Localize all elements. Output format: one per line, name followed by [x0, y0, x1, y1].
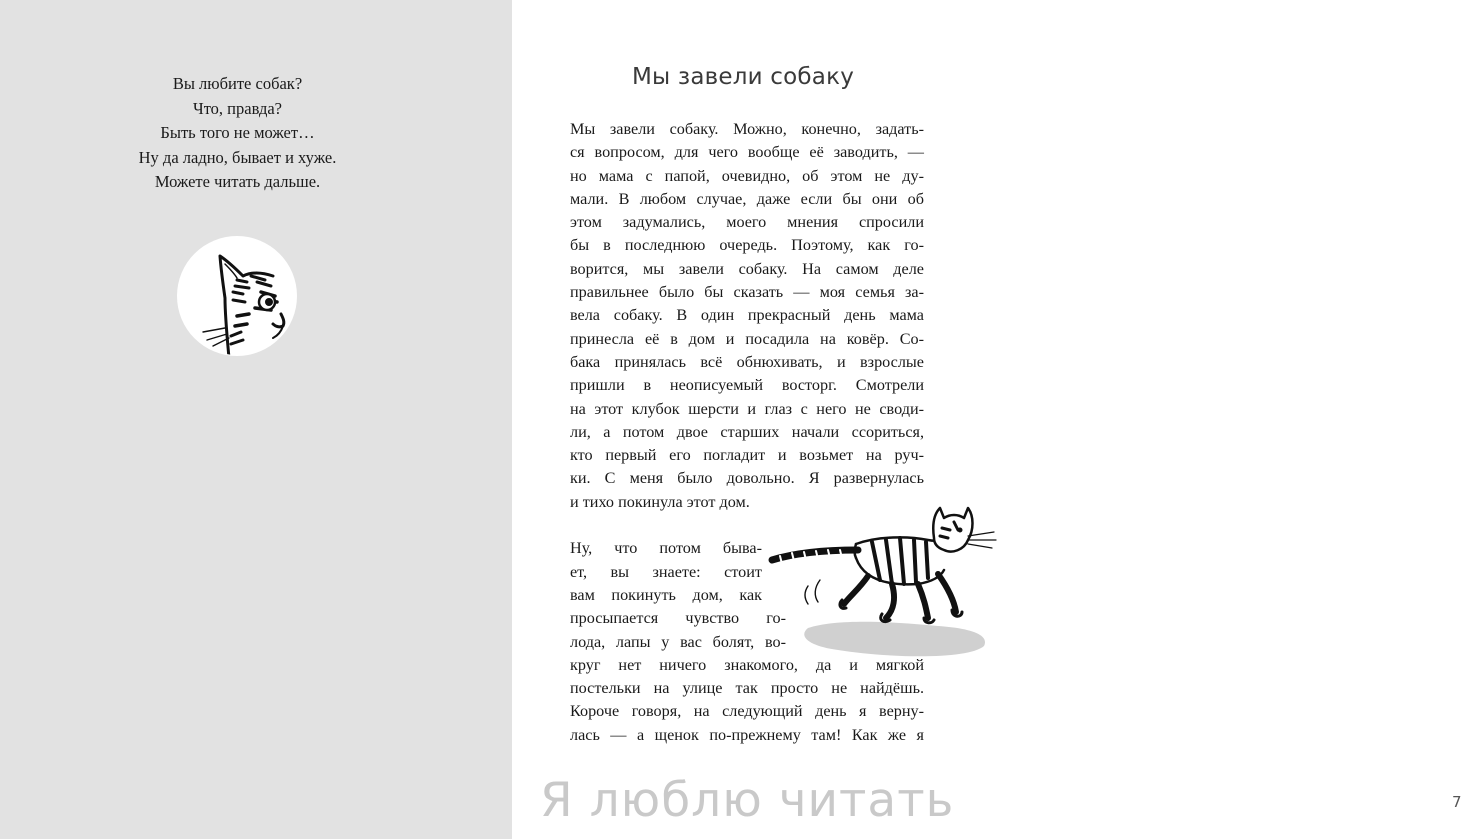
text-line: вам покинуть дом, как	[570, 585, 762, 604]
text-line: бы в последнюю очередь. Поэтому, как го-	[570, 236, 924, 255]
text-line: ворится, мы завели собаку. На самом деле	[570, 259, 924, 278]
epigraph-line: Что, правда?	[192, 98, 283, 118]
text-line: ет, вы знаете: стоит	[570, 562, 762, 581]
text-line: ли, а потом двое старших начали ссориться,	[570, 422, 924, 441]
text-line: просыпается чувство го-	[570, 609, 786, 628]
text-line: пришли в неописуемый восторг. Смотрели	[570, 376, 924, 395]
text-line: вела собаку. В один прекрасный день мама	[570, 306, 924, 325]
watermark: Я люблю читать	[540, 773, 955, 828]
text-line: но мама с папой, очевидно, об этом не ду-	[570, 166, 924, 185]
text-line: кто первый его погладит и возьмет на руч-	[570, 446, 924, 465]
text-line: лода, лапы у вас болят, во-	[570, 632, 786, 651]
text-line: Короче говоря, на следующий день я верну-	[570, 702, 924, 721]
text-line: этом задумались, моего мнения спросили	[570, 213, 924, 232]
epigraph-line: Вы любите собак?	[172, 74, 303, 93]
text-line: ся вопросом, для чего вообще её заводить, —	[570, 143, 924, 162]
text-line: Ну, что потом быва-	[570, 539, 762, 558]
text-line: на этот клубок шерсти и глаз с него не своди-	[570, 399, 924, 418]
chapter-title: Мы завели собаку	[632, 64, 855, 90]
epigraph	[0, 72, 475, 195]
text-line: и тихо покинула этот дом.	[570, 492, 750, 511]
text-line: круг нет ничего знакомого, да и мягкой	[570, 655, 924, 674]
epigraph-line: Быть того не может…	[160, 123, 315, 142]
text-line: принесла её в дом и посадила на ковёр. Со-	[570, 329, 924, 348]
text-line: ки. С меня было довольно. Я развернулась	[570, 469, 924, 488]
text-line: правильнее было бы сказать — моя семья за-	[570, 283, 924, 302]
paragraph	[570, 118, 924, 514]
cat-peeking-icon	[177, 236, 297, 356]
text-line: лась — а щенок по-прежнему там! Как же я	[570, 725, 924, 744]
right-page	[512, 0, 1462, 839]
walking-cat-icon	[768, 500, 998, 665]
epigraph-line: Можете читать дальше.	[154, 172, 321, 191]
text-line: Мы завели собаку. Можно, конечно, задать-	[570, 120, 924, 138]
text-line: постельки на улице так просто не найдёшь.	[570, 679, 924, 698]
epigraph-line: Ну да ладно, бывает и хуже.	[138, 147, 337, 167]
left-page	[0, 0, 512, 839]
page-number: 7	[1452, 793, 1462, 811]
text-line: бака принялась всё обнюхивать, и взрослые	[570, 352, 924, 371]
text-line: мали. В любом случае, даже если бы они об	[570, 189, 924, 208]
